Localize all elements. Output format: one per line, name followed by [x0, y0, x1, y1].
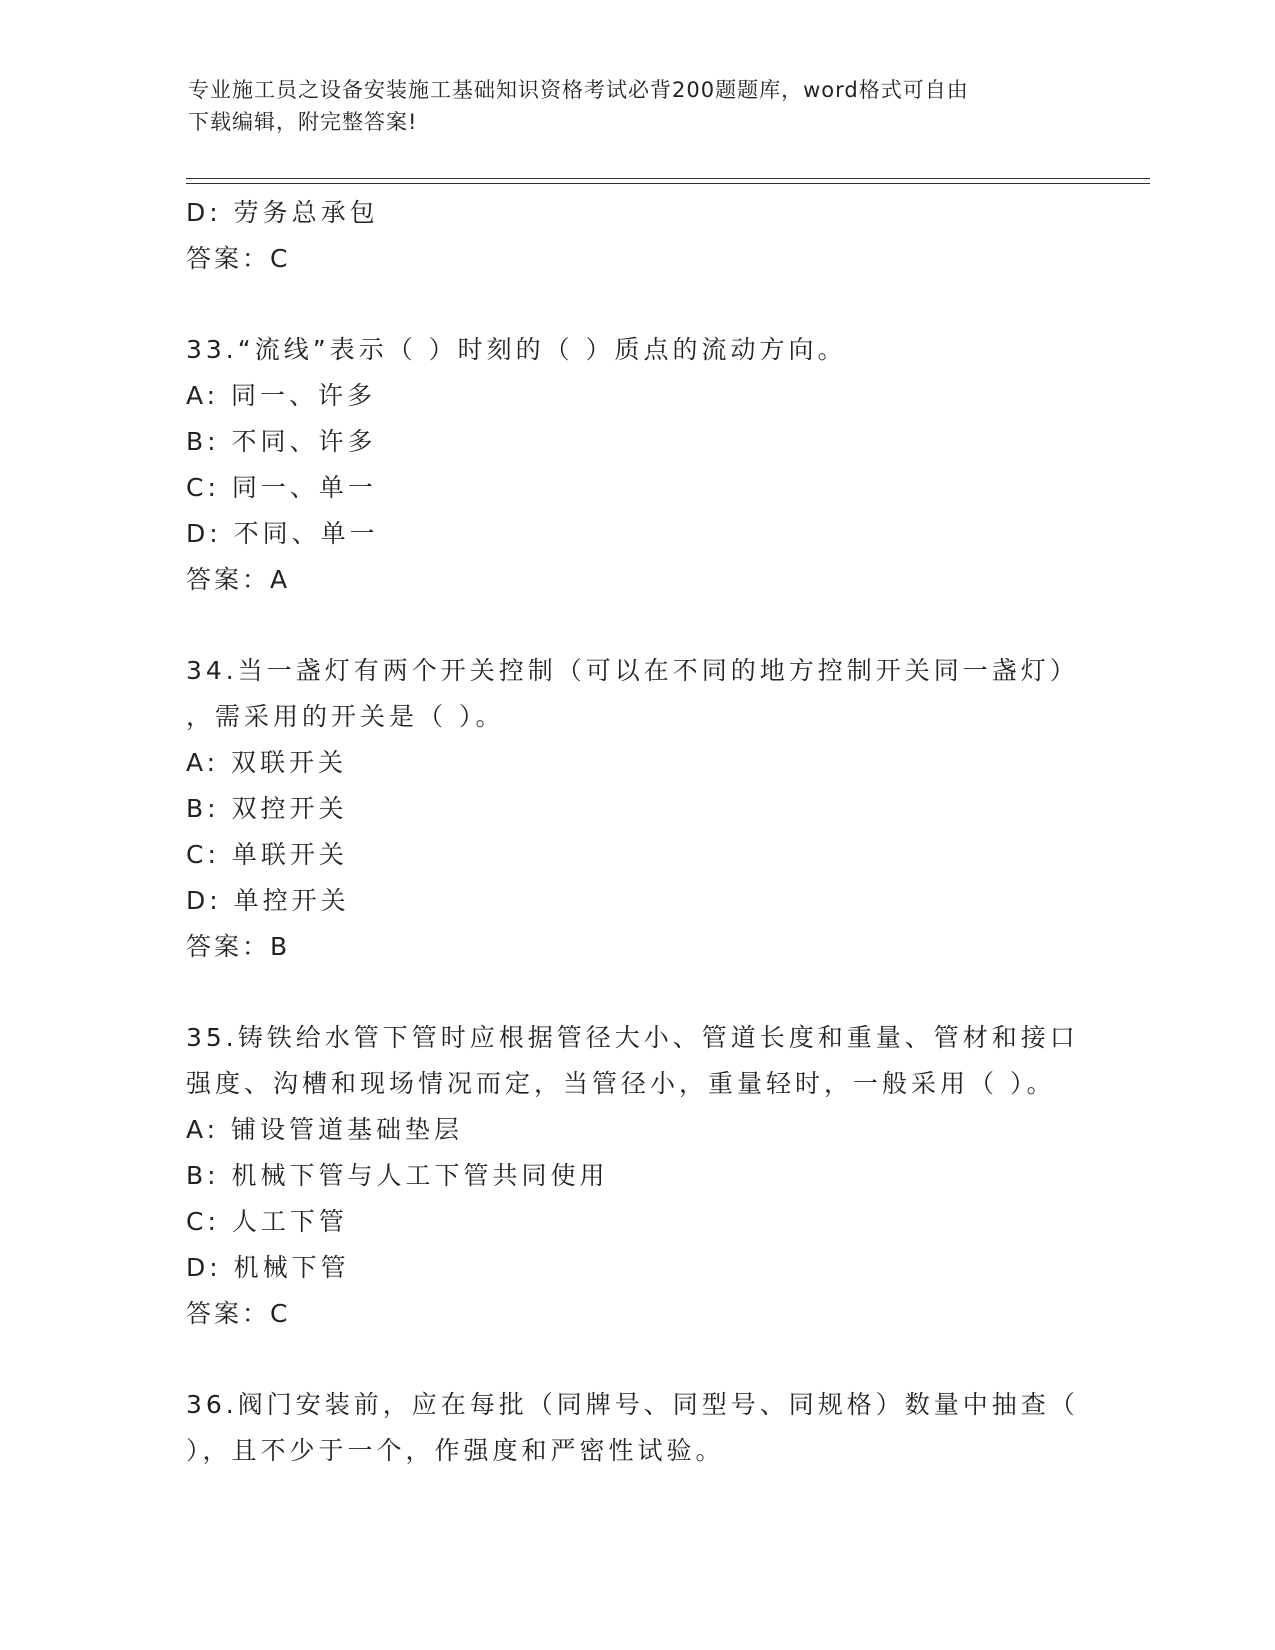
page-header	[188, 74, 1088, 138]
option-b: B: 不同、许多	[186, 427, 377, 456]
spacer	[186, 1337, 1086, 1382]
question-stem-line-1: 36.阀门安装前，应在每批（同牌号、同型号、同规格）数量中抽查（	[186, 1390, 1079, 1419]
header-title-line-1: 专业施工员之设备安装施工基础知识资格考试必背200题题库，word格式可自由	[188, 78, 969, 102]
option-b: B: 双控开关	[186, 794, 348, 823]
question-35	[186, 1015, 1086, 1337]
option-a: A: 双联开关	[186, 748, 348, 777]
option-d: D: 劳务总承包	[186, 198, 379, 227]
answer: 答案：B	[186, 932, 291, 961]
question-36	[186, 1382, 1086, 1474]
answer: 答案：C	[186, 244, 291, 273]
spacer	[186, 282, 1086, 327]
option-c: C: 人工下管	[186, 1207, 348, 1236]
option-b: B: 机械下管与人工下管共同使用	[186, 1161, 609, 1190]
question-stem-line-2: ），且不少于一个，作强度和严密性试验。	[186, 1436, 725, 1465]
question-34	[186, 648, 1086, 970]
spacer	[186, 603, 1086, 648]
question-stem-line-1: 35.铸铁给水管下管时应根据管径大小、管道长度和重量、管材和接口	[186, 1023, 1079, 1052]
question-33	[186, 327, 1086, 603]
option-d: D: 不同、单一	[186, 519, 379, 548]
header-divider-bottom	[186, 183, 1150, 184]
answer: 答案：A	[186, 565, 291, 594]
question-stem-line-2: 强度、沟槽和现场情况而定，当管径小，重量轻时，一般采用（ ）。	[186, 1069, 1056, 1098]
spacer	[186, 970, 1086, 1015]
header-divider-top	[186, 178, 1150, 179]
option-d: D: 单控开关	[186, 886, 350, 915]
question-stem-line-1: 34.当一盏灯有两个开关控制（可以在不同的地方控制开关同一盏灯）	[186, 656, 1079, 685]
question-stem: 33.“流线”表示（ ）时刻的（ ）质点的流动方向。	[186, 335, 847, 364]
option-c: C: 单联开关	[186, 840, 348, 869]
answer: 答案：C	[186, 1299, 291, 1328]
question-list	[186, 190, 1086, 1474]
question-32-tail	[186, 190, 1086, 282]
header-title-line-2: 下载编辑，附完整答案!	[188, 110, 418, 134]
option-a: A: 铺设管道基础垫层	[186, 1115, 464, 1144]
option-c: C: 同一、单一	[186, 473, 377, 502]
option-d: D: 机械下管	[186, 1253, 350, 1282]
question-stem-line-2: ，需采用的开关是（ ）。	[186, 702, 505, 731]
option-a: A: 同一、许多	[186, 381, 377, 410]
